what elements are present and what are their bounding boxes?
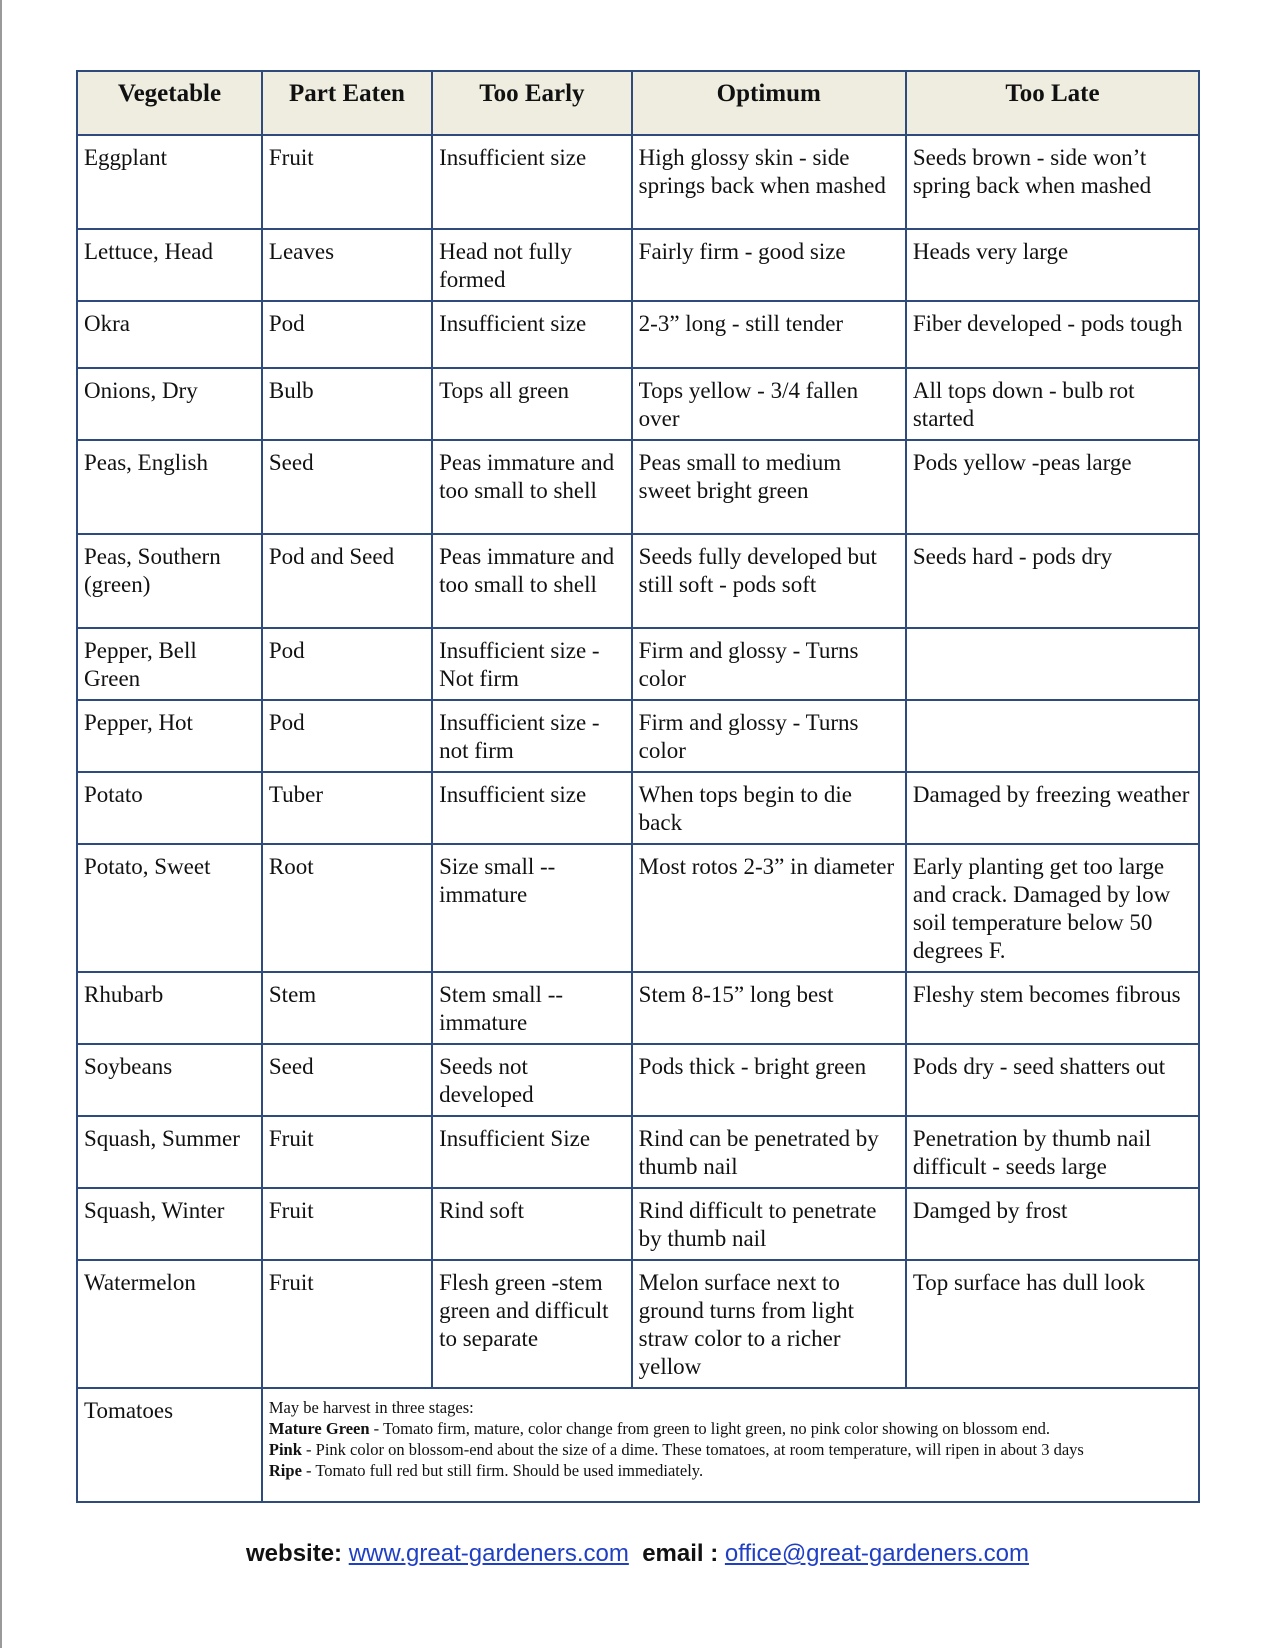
table-row [77, 368, 1199, 440]
tomatoes-row [77, 1388, 1199, 1502]
table-row [77, 1044, 1199, 1116]
too-early-cell: Stem small -- immature [432, 972, 632, 1044]
too-late-cell: Seeds hard - pods dry [906, 534, 1199, 628]
too-late-cell: Heads very large [906, 229, 1199, 301]
part-eaten-cell: Fruit [262, 1260, 432, 1388]
vegetable-cell: Lettuce, Head [77, 229, 262, 301]
stage-text: - Pink color on blossom-end about the size of a dime. These tomatoes, at room temperature, will ripen in about 3 days [301, 1440, 1084, 1459]
footer [0, 1540, 1275, 1568]
part-eaten-cell: Bulb [262, 368, 432, 440]
too-early-cell: Tops all green [432, 368, 632, 440]
part-eaten-cell: Tuber [262, 772, 432, 844]
vegetable-cell: Peas, English [77, 440, 262, 534]
too-late-cell [906, 628, 1199, 700]
too-early-cell: Insufficient Size [432, 1116, 632, 1188]
header-optimum: Optimum [632, 71, 906, 135]
part-eaten-cell: Pod and Seed [262, 534, 432, 628]
table-row [77, 301, 1199, 368]
email-link[interactable]: office@great-gardeners.com [724, 1540, 1029, 1567]
table-row [77, 1260, 1199, 1388]
too-early-cell: Insufficient size [432, 135, 632, 229]
tomatoes-note-cell [262, 1388, 1199, 1502]
stage-label: Ripe [268, 1461, 302, 1480]
table-row [77, 534, 1199, 628]
table-row [77, 772, 1199, 844]
table-row [77, 972, 1199, 1044]
stage-text: - Tomato full red but still firm. Should be used immediately. [301, 1461, 704, 1480]
website-link[interactable]: www.great-gardeners.com [348, 1540, 629, 1567]
table-row [77, 440, 1199, 534]
optimum-cell: Rind difficult to penetrate by thumb nail [632, 1188, 906, 1260]
optimum-cell: Rind can be penetrated by thumb nail [632, 1116, 906, 1188]
part-eaten-cell: Fruit [262, 135, 432, 229]
vegetable-cell: Potato [77, 772, 262, 844]
table-row [77, 229, 1199, 301]
vegetable-cell: Soybeans [77, 1044, 262, 1116]
too-early-cell: Size small -- immature [432, 844, 632, 972]
part-eaten-cell: Pod [262, 628, 432, 700]
vegetable-cell: Pepper, Hot [77, 700, 262, 772]
header-vegetable: Vegetable [77, 71, 262, 135]
stage-ripe [269, 1460, 1192, 1481]
too-late-cell: Penetration by thumb nail difficult - seeds large [906, 1116, 1199, 1188]
harvest-table [76, 70, 1200, 1503]
website-label: website: [246, 1540, 343, 1567]
too-early-cell: Head not fully formed [432, 229, 632, 301]
header-part-eaten: Part Eaten [262, 71, 432, 135]
tomatoes-vegetable-cell: Tomatoes [77, 1388, 262, 1502]
table-body [77, 135, 1199, 1388]
too-late-cell: Pods yellow -peas large [906, 440, 1199, 534]
too-late-cell: Damged by frost [906, 1188, 1199, 1260]
too-late-cell: Early planting get too large and crack. Damaged by low soil temperature below 50 degrees F. [906, 844, 1199, 972]
vegetable-cell: Pepper, Bell Green [77, 628, 262, 700]
table-row [77, 844, 1199, 972]
table-row [77, 1188, 1199, 1260]
too-early-cell: Seeds not developed [432, 1044, 632, 1116]
vegetable-cell: Rhubarb [77, 972, 262, 1044]
too-early-cell: Peas immature and too small to shell [432, 440, 632, 534]
vegetable-cell: Squash, Winter [77, 1188, 262, 1260]
too-early-cell: Insufficient size [432, 772, 632, 844]
optimum-cell: Peas small to medium sweet bright green [632, 440, 906, 534]
table-row [77, 1116, 1199, 1188]
vegetable-cell: Watermelon [77, 1260, 262, 1388]
optimum-cell: Stem 8-15” long best [632, 972, 906, 1044]
too-early-cell: Rind soft [432, 1188, 632, 1260]
too-early-cell: Flesh green -stem green and difficult to separate [432, 1260, 632, 1388]
stage-label: Mature Green [268, 1419, 370, 1438]
stage-text: - Tomato firm, mature, color change from green to light green, no pink color showing on blossom end. [369, 1419, 1050, 1438]
table-row [77, 135, 1199, 229]
table-row [77, 700, 1199, 772]
too-late-cell: Damaged by freezing weather [906, 772, 1199, 844]
part-eaten-cell: Pod [262, 301, 432, 368]
too-early-cell: Insufficient size [432, 301, 632, 368]
part-eaten-cell: Stem [262, 972, 432, 1044]
too-early-cell: Insufficient size - not firm [432, 700, 632, 772]
optimum-cell: Pods thick - bright green [632, 1044, 906, 1116]
too-late-cell: Pods dry - seed shatters out [906, 1044, 1199, 1116]
table-row [77, 628, 1199, 700]
stage-label: Pink [268, 1440, 302, 1459]
too-late-cell: Top surface has dull look [906, 1260, 1199, 1388]
header-row [77, 71, 1199, 135]
vegetable-cell: Eggplant [77, 135, 262, 229]
part-eaten-cell: Fruit [262, 1116, 432, 1188]
page-left-edge [0, 0, 2, 1648]
optimum-cell: Tops yellow - 3/4 fallen over [632, 368, 906, 440]
optimum-cell: Melon surface next to ground turns from light straw color to a richer yellow [632, 1260, 906, 1388]
part-eaten-cell: Fruit [262, 1188, 432, 1260]
vegetable-cell: Potato, Sweet [77, 844, 262, 972]
too-early-cell: Peas immature and too small to shell [432, 534, 632, 628]
vegetable-cell: Okra [77, 301, 262, 368]
optimum-cell: Firm and glossy - Turns color [632, 700, 906, 772]
stage-pink [269, 1439, 1192, 1460]
optimum-cell: When tops begin to die back [632, 772, 906, 844]
optimum-cell: Seeds fully developed but still soft - pods soft [632, 534, 906, 628]
part-eaten-cell: Seed [262, 440, 432, 534]
header-too-late: Too Late [906, 71, 1199, 135]
optimum-cell: Fairly firm - good size [632, 229, 906, 301]
stage-mature-green [269, 1418, 1192, 1439]
too-late-cell: Fleshy stem becomes fibrous [906, 972, 1199, 1044]
optimum-cell: 2-3” long - still tender [632, 301, 906, 368]
part-eaten-cell: Pod [262, 700, 432, 772]
optimum-cell: High glossy skin - side springs back when mashed [632, 135, 906, 229]
header-too-early: Too Early [432, 71, 632, 135]
email-label: email : [642, 1540, 719, 1567]
too-late-cell: All tops down - bulb rot started [906, 368, 1199, 440]
too-late-cell [906, 700, 1199, 772]
vegetable-cell: Squash, Summer [77, 1116, 262, 1188]
part-eaten-cell: Root [262, 844, 432, 972]
too-late-cell: Fiber developed - pods tough [906, 301, 1199, 368]
too-early-cell: Insufficient size - Not firm [432, 628, 632, 700]
optimum-cell: Firm and glossy - Turns color [632, 628, 906, 700]
too-late-cell: Seeds brown - side won’t spring back when mashed [906, 135, 1199, 229]
part-eaten-cell: Seed [262, 1044, 432, 1116]
vegetable-cell: Onions, Dry [77, 368, 262, 440]
optimum-cell: Most rotos 2-3” in diameter [632, 844, 906, 972]
part-eaten-cell: Leaves [262, 229, 432, 301]
vegetable-cell: Peas, Southern (green) [77, 534, 262, 628]
tomatoes-intro: May be harvest in three stages: [268, 1398, 474, 1417]
